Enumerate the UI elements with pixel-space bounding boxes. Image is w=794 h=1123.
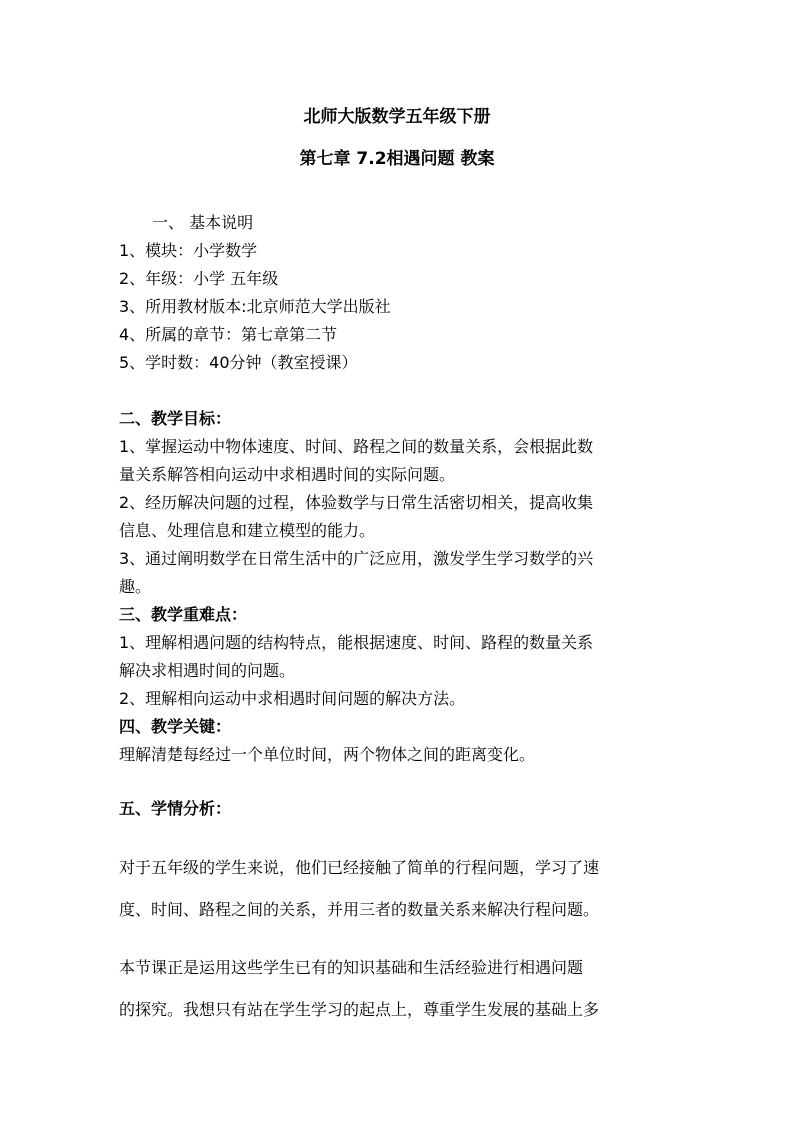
document-title: 北师大版数学五年级下册 <box>303 107 491 127</box>
section1-item: 1、模块：小学数学 <box>119 241 258 260</box>
document-subtitle: 第七章 7.2相遇问题 教案 <box>299 149 495 169</box>
section5-line: 本节课正是运用这些学生已有的知识基础和生活经验进行相遇问题 <box>119 958 584 977</box>
section1-item: 2、年级：小学 五年级 <box>119 269 279 288</box>
section3-line: 2、理解相向运动中求相遇时间问题的解决方法。 <box>119 689 466 708</box>
section5-line: 度、时间、路程之间的关系，并用三者的数量关系来解决行程问题。 <box>119 900 600 919</box>
section2-line: 3、通过阐明数学在日常生活中的广泛应用，激发学生学习数学的兴 <box>119 549 594 568</box>
section5-heading: 五、学情分析： <box>119 799 232 818</box>
section2-line: 量关系解答相向运动中求相遇时间的实际问题。 <box>119 465 456 484</box>
section3-line: 解决求相遇时间的问题。 <box>119 661 296 680</box>
section1-item: 3、所用教材版本:北京师范大学出版社 <box>119 297 391 316</box>
section3-heading: 三、教学重难点： <box>119 605 248 624</box>
section1-heading: 一、 基本说明 <box>152 213 254 232</box>
section2-heading: 二、教学目标： <box>119 409 232 428</box>
section5-line: 对于五年级的学生来说，他们已经接触了简单的行程问题，学习了速 <box>119 858 600 877</box>
section1-item: 4、所属的章节：第七章第二节 <box>119 325 338 344</box>
section2-line: 2、经历解决问题的过程，体验数学与日常生活密切相关，提高收集 <box>119 493 594 512</box>
section1-item: 5、学时数：40分钟（教室授课） <box>119 353 358 372</box>
section2-line: 信息、处理信息和建立模型的能力。 <box>119 521 376 540</box>
section3-line: 1、理解相遇问题的结构特点，能根据速度、时间、路程的数量关系 <box>119 633 594 652</box>
section2-line: 趣。 <box>119 577 152 596</box>
section4-line: 理解清楚每经过一个单位时间，两个物体之间的距离变化。 <box>119 745 536 764</box>
section5-line: 的探究。我想只有站在学生学习的起点上，尊重学生发展的基础上多 <box>119 1000 600 1019</box>
section4-heading: 四、教学关键： <box>119 717 232 736</box>
section2-line: 1、掌握运动中物体速度、时间、路程之间的数量关系，会根据此数 <box>119 437 594 456</box>
